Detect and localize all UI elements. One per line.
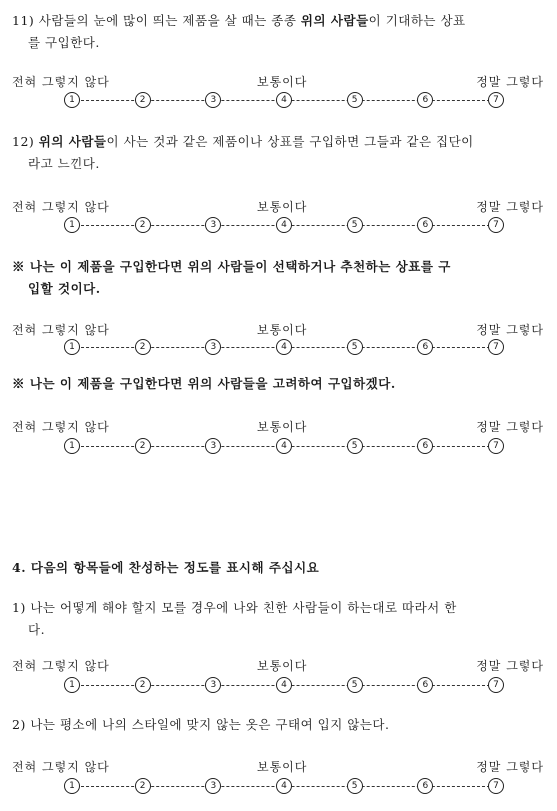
section4-question-1 xyxy=(12,597,544,641)
scale-labels xyxy=(12,758,544,774)
scale-option-7[interactable]: 7 xyxy=(488,92,504,108)
scale-option-3[interactable]: 3 xyxy=(205,438,221,454)
scale-option-4[interactable]: 4 xyxy=(276,778,292,794)
scale-option-7[interactable]: 7 xyxy=(488,677,504,693)
scale-option-7[interactable]: 7 xyxy=(488,217,504,233)
question-number: 12) xyxy=(12,134,35,149)
question-text: 사람들의 눈에 많이 띄는 제품을 살 때는 종종 xyxy=(38,13,301,28)
scale-label-right: 정말 그렇다 xyxy=(476,323,544,337)
scale-option-2[interactable]: 2 xyxy=(135,778,151,794)
scale-option-7[interactable]: 7 xyxy=(488,438,504,454)
scale-option-6[interactable]: 6 xyxy=(417,217,433,233)
scale-label-middle: 보통이다 xyxy=(257,659,308,673)
scale-option-1[interactable]: 1 xyxy=(64,438,80,454)
scale-option-5[interactable]: 5 xyxy=(347,677,363,693)
scale-option-6[interactable]: 6 xyxy=(417,778,433,794)
scale-label-right: 정말 그렇다 xyxy=(476,75,544,89)
scale-label-right: 정말 그렇다 xyxy=(476,659,544,673)
scale-option-3[interactable]: 3 xyxy=(205,778,221,794)
scale-labels xyxy=(12,198,544,214)
question-continuation: 를 구입한다. xyxy=(28,35,100,50)
scale-option-4[interactable]: 4 xyxy=(276,92,292,108)
scale-option-3[interactable]: 3 xyxy=(205,92,221,108)
scale-option-1[interactable]: 1 xyxy=(64,677,80,693)
likert-scale xyxy=(63,677,503,693)
scale-option-2[interactable]: 2 xyxy=(135,677,151,693)
scale-option-3[interactable]: 3 xyxy=(205,217,221,233)
question-11 xyxy=(12,10,544,54)
question-12 xyxy=(12,131,544,175)
scale-label-left: 전혀 그렇지 않다 xyxy=(12,323,110,337)
scale-option-2[interactable]: 2 xyxy=(135,438,151,454)
question-note-1 xyxy=(12,256,544,300)
scale-label-right: 정말 그렇다 xyxy=(476,200,544,214)
scale-label-left: 전혀 그렇지 않다 xyxy=(12,760,110,774)
scale-option-4[interactable]: 4 xyxy=(276,677,292,693)
question-number: 2) xyxy=(12,717,26,732)
scale-label-middle: 보통이다 xyxy=(257,200,308,214)
likert-scale xyxy=(63,778,503,794)
scale-label-left: 전혀 그렇지 않다 xyxy=(12,659,110,673)
question-text: 나는 xyxy=(29,259,60,274)
question-text: 나는 평소에 나의 스타일에 맞지 않는 옷은 구태여 입지 않는다. xyxy=(30,717,390,732)
question-text: 을 구입한다면 xyxy=(102,259,188,274)
scale-label-left: 전혀 그렇지 않다 xyxy=(12,420,110,434)
scale-labels xyxy=(12,73,544,89)
scale-option-4[interactable]: 4 xyxy=(276,438,292,454)
scale-option-1[interactable]: 1 xyxy=(64,217,80,233)
question-continuation: 다. xyxy=(28,622,46,637)
scale-label-middle: 보통이다 xyxy=(257,323,308,337)
scale-option-3[interactable]: 3 xyxy=(205,339,221,355)
question-continuation: 라고 느낀다. xyxy=(28,156,100,171)
scale-labels xyxy=(12,657,544,673)
scale-option-2[interactable]: 2 xyxy=(135,339,151,355)
question-note-2 xyxy=(12,373,544,395)
scale-label-middle: 보통이다 xyxy=(257,420,308,434)
scale-option-1[interactable]: 1 xyxy=(64,339,80,355)
scale-label-middle: 보통이다 xyxy=(257,760,308,774)
scale-option-1[interactable]: 1 xyxy=(64,92,80,108)
question-text: 나는 어떻게 해야 할지 모를 경우에 나와 친한 사람들이 하는대로 따라서 한 xyxy=(30,600,457,615)
scale-label-left: 전혀 그렇지 않다 xyxy=(12,200,110,214)
question-emphasis: 이 제품 xyxy=(59,376,103,391)
scale-option-3[interactable]: 3 xyxy=(205,677,221,693)
scale-label-left: 전혀 그렇지 않다 xyxy=(12,75,110,89)
scale-option-2[interactable]: 2 xyxy=(135,217,151,233)
scale-option-6[interactable]: 6 xyxy=(417,339,433,355)
section4-question-2 xyxy=(12,714,544,736)
likert-scale xyxy=(63,217,503,233)
question-number: 11) xyxy=(12,13,35,28)
scale-labels xyxy=(12,418,544,434)
question-text: 을 구입한다면 xyxy=(102,376,188,391)
question-text: 이 사는 것과 같은 제품이나 상표를 구입하면 그들과 같은 집단이 xyxy=(106,134,474,149)
question-number: ※ xyxy=(12,376,26,391)
likert-scale xyxy=(63,92,503,108)
scale-option-5[interactable]: 5 xyxy=(347,438,363,454)
scale-label-right: 정말 그렇다 xyxy=(476,420,544,434)
question-number: 1) xyxy=(12,600,26,615)
scale-option-2[interactable]: 2 xyxy=(135,92,151,108)
question-number: ※ xyxy=(12,259,26,274)
question-emphasis: 이 제품 xyxy=(59,259,103,274)
scale-option-6[interactable]: 6 xyxy=(417,677,433,693)
scale-label-middle: 보통이다 xyxy=(257,75,308,89)
scale-labels xyxy=(12,321,544,337)
question-text: 나는 xyxy=(29,376,60,391)
question-emphasis: 위의 사람들 xyxy=(187,376,256,391)
scale-option-5[interactable]: 5 xyxy=(347,217,363,233)
scale-option-1[interactable]: 1 xyxy=(64,778,80,794)
scale-option-6[interactable]: 6 xyxy=(417,438,433,454)
question-emphasis: 위의 사람들 xyxy=(300,13,369,28)
scale-option-5[interactable]: 5 xyxy=(347,778,363,794)
scale-label-right: 정말 그렇다 xyxy=(476,760,544,774)
question-emphasis: 위의 사람들 xyxy=(187,259,256,274)
question-text: 이 선택하거나 추천하는 상표를 구 xyxy=(255,259,451,274)
question-continuation: 입할 것이다. xyxy=(28,281,101,296)
likert-scale xyxy=(63,339,503,355)
question-text: 이 기대하는 상표 xyxy=(368,13,466,28)
scale-option-5[interactable]: 5 xyxy=(347,92,363,108)
question-emphasis: 위의 사람들 xyxy=(38,134,107,149)
scale-option-4[interactable]: 4 xyxy=(276,217,292,233)
question-text: 을 고려하여 구입하겠다. xyxy=(255,376,396,391)
likert-scale xyxy=(63,438,503,454)
section-heading: 4. 다음의 항목들에 찬성하는 정도를 표시해 주십시요 xyxy=(12,560,320,575)
scale-option-4[interactable]: 4 xyxy=(276,339,292,355)
scale-option-7[interactable]: 7 xyxy=(488,339,504,355)
scale-option-5[interactable]: 5 xyxy=(347,339,363,355)
scale-option-7[interactable]: 7 xyxy=(488,778,504,794)
scale-option-6[interactable]: 6 xyxy=(417,92,433,108)
